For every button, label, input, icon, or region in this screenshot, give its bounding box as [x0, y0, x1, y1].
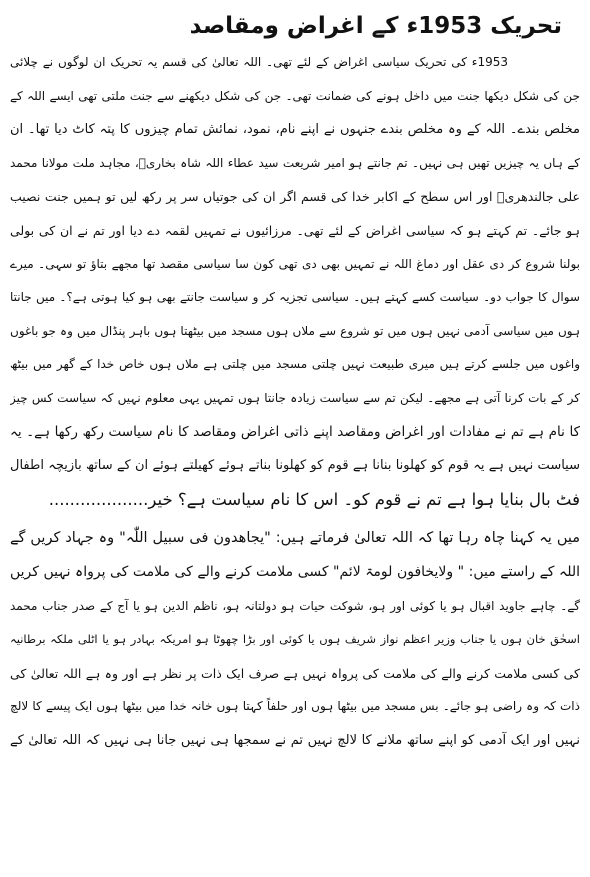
text-line: میں یہ کہنا چاہ رہا تھا کہ اللہ تعالیٰ فرماتے ہیں: "یجاھدون فی سبیل اللّٰہ" وہ جہاد کریں گے [10, 530, 580, 547]
text-line: کر کے بات کرنا آتی ہے مجھے۔ لیکن تم سے سیاست زیادہ جانتا ہوں تمہیں یہی معلوم نہیں کہ سیاست کس چیز [10, 390, 580, 405]
text-line: نہیں اور ایک آدمی کو اپنے ساتھ ملانے کا لالچ نہیں تم نے سمجھا ہی نہیں جانا ہی نہیں کہ اللہ تعالیٰ کے [10, 732, 580, 748]
text-line: سیاست نہیں ہے یہ قوم کو کھلونا بنانا ہے قوم کو کھلونا بناتے ہوئے کھیلتے ہوئے ان کے ساتھ بازیچہ اطفال [10, 458, 580, 474]
text-line: کے ہاں یہ چیزیں تھیں ہی نہیں۔ تم جانتے ہو امیر شریعت سید عطاء اللہ شاہ بخاریؒ، مجاہد ملت مولانا محمد [10, 155, 580, 170]
text-line: سوال کا جواب دو۔ سیاست کسے کہتے ہیں۔ سیاسی تجزیہ کر و سیاست جانتے بھی ہو کیا ہوتی ہے؟۔ میں جانتا [10, 290, 580, 305]
text-line: اسحٰق خان ہوں یا جناب وزیر اعظم نواز شریف ہوں یا کوئی اور بڑا چھوٹا ہو امریکہ بہادر ہو یا اٹلی ملکہ برطانیہ [10, 632, 580, 647]
text-line: فٹ بال بنایا ہوا ہے تم نے قوم کو۔ اس کا نام سیاست ہے؟ خیر................... [48, 489, 580, 509]
text-line: ذات کہ وہ راضی ہو جائے۔ بس مسجد میں بیٹھا ہوں اور حلفاً کہتا ہوں خانہ خدا میں بیٹھا ہوں ایک پیسے کا لالچ [10, 699, 580, 714]
text-line: جن کی شکل دیکھا جنت میں داخل ہونے کی ضمانت تھی۔ جن کی شکل دیکھنے سے جنت ملتی تھی ایسے اللہ کے [10, 88, 580, 103]
text-line: 1953ء کی تحریک سیاسی اغراض کے لئے تھی۔ اللہ تعالیٰ کی قسم یہ تحریک ان لوگوں نے چلائی [10, 55, 508, 69]
text-line: واغوں میں جلسے کرتے ہیں میری طبیعت نہیں چلتی مسجد میں چلتی ہے ملاں ہوں خاص خدا کے گھر میں بیٹھ [10, 357, 580, 372]
text-line: اللہ کے راستے میں: " ولایخافون لومۃ لائم" کسی ملامت کرنے والے کی ملامت کی پرواہ نہیں کریں [10, 563, 580, 580]
paragraph-1 [10, 46, 580, 516]
text-line: علی جالندھریؒ اور اس سطح کے اکابر خدا کی قسم اگر ان کی جوتیاں سر پر رکھ لیں تو ہمیں جنت نصیب [10, 189, 580, 205]
text-line: کا نام ہے تم نے مفادات اور اغراض ومقاصد اپنے ذاتی اغراض ومقاصد کا نام سیاست رکھ رکھا ہے۔ یہ [10, 423, 580, 440]
text-line: کی کسی ملامت کرنے والے کی ملامت کی پرواہ نہیں ہے صرف ایک ذات پر نظر ہے اور وہ ہے اللہ تعالیٰ کی [10, 665, 580, 681]
text-line: مخلص بندے۔ اللہ کے وہ مخلص بندے جنہوں نے اپنے نام، نمود، نمائش تمام چیزوں کا پتہ کاٹ دیا تھا۔ ان [10, 122, 580, 138]
paragraph-2 [10, 522, 580, 757]
text-line: ہو جائے۔ تم کہتے ہو کہ سیاسی اغراض کے لئے تھی۔ مرزائیوں نے تمہیں لقمہ دے دیا اور تم نے ان کی بولی [10, 222, 580, 238]
text-line: ہوں میں سیاسی آدمی نہیں ہوں میں تو شروع سے ملاں ہوں مسجد میں بیٹھتا ہوں باہر پنڈال میں وہ جو باغوں [10, 323, 580, 338]
text-line: بولنا شروع کر دی عقل اور دماغ اللہ نے تمہیں بھی دی تھی کون سا سیاسی مقصد تھا مجھے بتاؤ تو سہی۔ میرے [10, 256, 580, 271]
text-line: گے۔ چاہے جاوید اقبال ہو یا کوئی اور ہو، شوکت حیات ہو دولتانہ ہو، ناظم الدین ہو یا آج کے صدر جناب محمد [10, 598, 580, 613]
article-title: تحریک 1953ء کے اغراض ومقاصد [189, 13, 562, 39]
